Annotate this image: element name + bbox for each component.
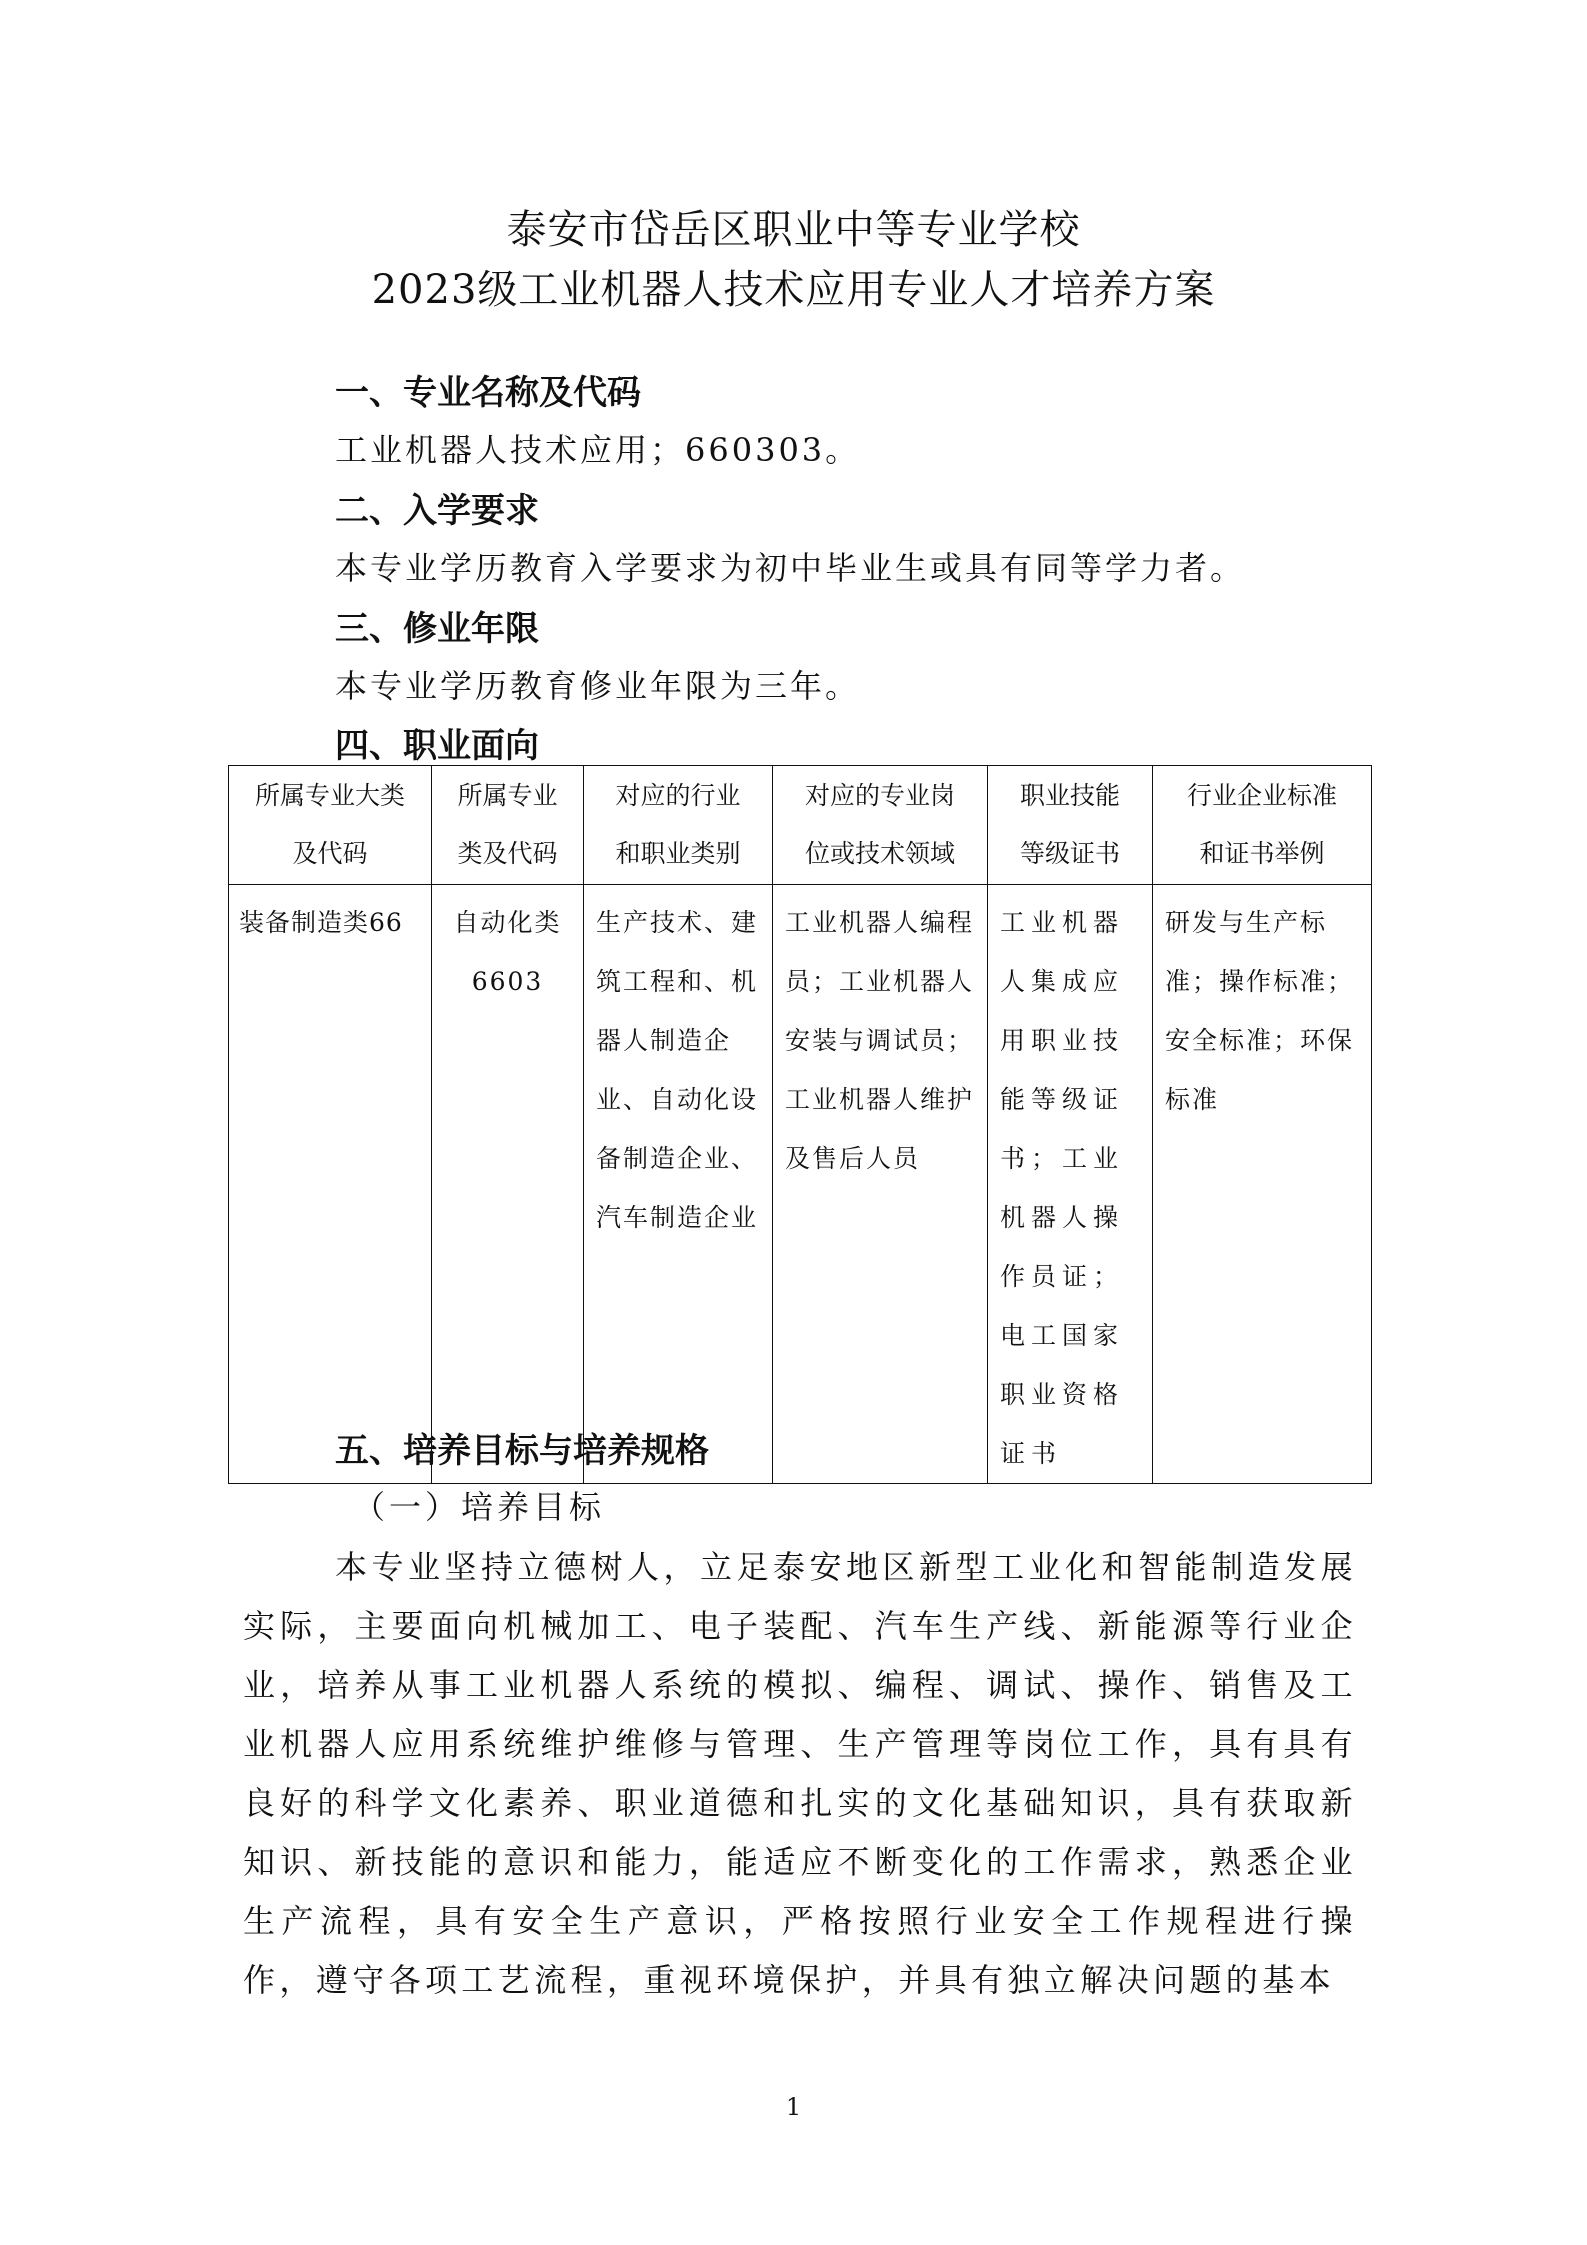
table-header-row [229,766,1372,885]
table-cell-major-class: 自动化类6603 [432,885,584,1484]
table-cell-positions: 工业机器人编程员；工业机器人安装与调试员；工业机器人维护及售后人员 [773,885,988,1484]
document-title-line2: 2023级工业机器人技术应用专业人才培养方案 [371,267,1216,313]
table-cell-major-category: 装备制造类66 [229,885,432,1484]
section4-heading: 四、职业面向 [335,726,539,766]
table-header-cell: 对应的行业 和职业类别 [584,766,773,885]
section3-text: 本专业学历教育修业年限为三年。 [335,667,861,705]
table-header-cell: 所属专业大类 及代码 [229,766,432,885]
section1-text: 工业机器人技术应用；660303。 [335,431,861,469]
table-header-cell: 行业企业标准 和证书举例 [1153,766,1372,885]
table-header-cell: 所属专业 类及代码 [432,766,584,885]
table-cell-industry: 生产技术、建筑工程和、机器人制造企业、自动化设备制造企业、汽车制造企业 [584,885,773,1484]
table-cell-standards: 研发与生产标准；操作标准；安全标准；环保标准 [1153,885,1372,1484]
table-row [229,885,1372,1484]
training-goal-paragraph: 本专业坚持立德树人，立足泰安地区新型工业化和智能制造发展实际，主要面向机械加工、电子装配、汽车生产线、新能源等行业企业，培养从事工业机器人系统的模拟、编程、调试、操作、销售及工业机器人应用系统维护维修与管理、生产管理等岗位工作，具有具有良好的科学文化素养、职业道德和扎实的文化基础知识，具有获取新知识、新技能的意识和能力，能适应不断变化的工作需求，熟悉企业生产流程，具有安全生产意识，严格按照行业安全工作规程进行操作，遵守各项工艺流程，重视环境保护，并具有独立解决问题的基本 [243,1548,1357,1999]
career-orientation-table [228,765,1372,1484]
section2-heading: 二、入学要求 [335,491,539,531]
page-number: 1 [785,2093,802,2121]
table-header-cell: 对应的专业岗 位或技术领域 [773,766,988,885]
section1-heading: 一、专业名称及代码 [335,373,641,413]
table-cell-certificates: 工业机器人集成应用职业技能等级证书；工业机器人操作员证；电工国家职业资格证书 [988,885,1153,1484]
section5-subheading: （一）培养目标 [353,1488,606,1526]
section2-text: 本专业学历教育入学要求为初中毕业生或具有同等学力者。 [335,549,1246,587]
document-title-line1: 泰安市岱岳区职业中等专业学校 [506,207,1081,253]
table-header-cell: 职业技能 等级证书 [988,766,1153,885]
section3-heading: 三、修业年限 [335,609,539,649]
section5-heading: 五、培养目标与培养规格 [335,1431,709,1471]
